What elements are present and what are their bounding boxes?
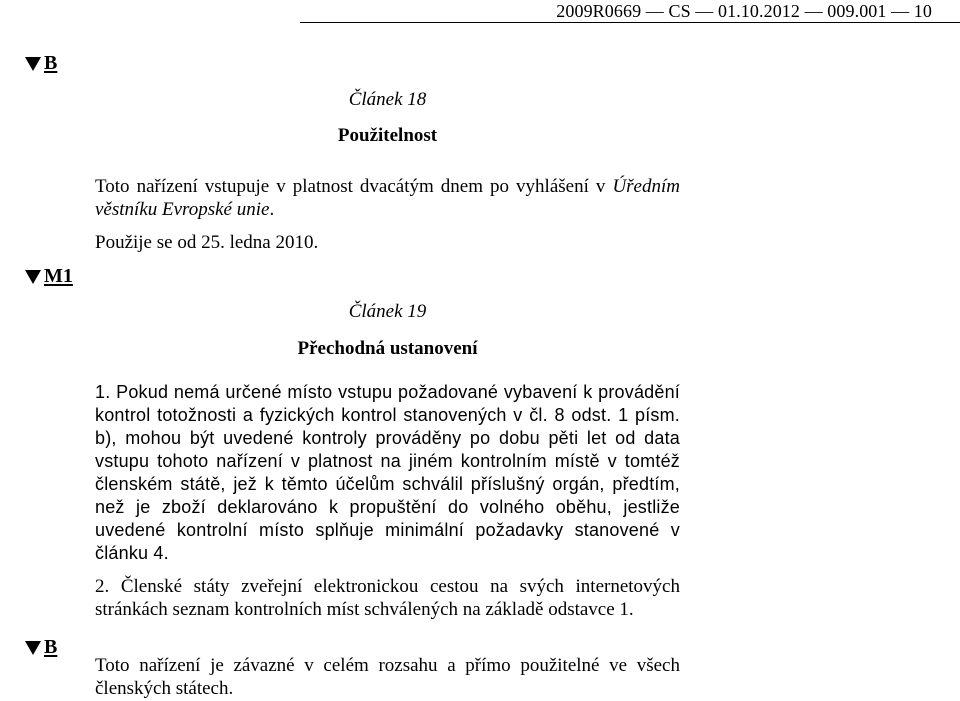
marker-code: B xyxy=(44,636,58,658)
triangle-down-icon xyxy=(25,57,41,71)
header-rule xyxy=(300,22,960,23)
marker-code: M1 xyxy=(44,265,73,287)
paragraph-text: Toto nařízení vstupuje v platnost dvacátým dnem po vyhlášení v xyxy=(95,176,613,197)
paragraph-text-sans: 1. Pokud nemá určené místo vstupu požadované vybavení k provádění kontrol totožnosti a fyzických kontrol stanovených v čl. 8 odst. 1 písm. b), xyxy=(95,382,680,448)
document-header xyxy=(0,0,960,22)
amendment-marker-b-1 xyxy=(25,52,57,75)
article-19-paragraph-2: 2. Členské státy zveřejní elektronickou cestou na svých internetových stránkách seznam kontrolních míst schválených na základě odstavce 1. xyxy=(95,576,680,620)
triangle-down-icon xyxy=(25,641,41,655)
marker-code: B xyxy=(44,52,58,74)
article-18-paragraph-2: Použije se od 25. ledna 2010. xyxy=(95,232,319,253)
amendment-marker-b-2 xyxy=(25,636,57,659)
document-reference: 2009R0669 — CS — 01.10.2012 — 009.001 — 10 xyxy=(556,1,932,21)
article-18-heading: Použitelnost xyxy=(337,125,438,146)
article-19-heading: Přechodná ustanovení xyxy=(297,338,478,359)
journal-name: Úředním věstníku Evropské unie xyxy=(95,176,680,220)
article-18-paragraph-1 xyxy=(95,175,680,221)
paragraph-text-end: . xyxy=(269,199,275,220)
article-19-paragraph-1 xyxy=(95,381,680,565)
paragraph-text-continuation: mohou být uvedené kontroly prováděny po dobu pěti let od data vstupu tohoto nařízení v platnost na jiném kontrolním místě v tomtéž členském státě, jež k těmto účelům schválil příslušný orgán, předtím, než je zboží deklarováno k propuštění do volného oběhu, jestliže uvedené kontrolní místo splňuje minimální požadavky stanovené v článku 4. xyxy=(95,428,680,563)
article-18-title: Článek 18 xyxy=(348,89,427,110)
article-19-title: Článek 19 xyxy=(348,301,427,322)
amendment-marker-m1 xyxy=(25,265,73,288)
closing-statement: Toto nařízení je závazné v celém rozsahu a přímo použitelné ve všech členských státech. xyxy=(95,655,680,699)
triangle-down-icon xyxy=(25,270,41,284)
